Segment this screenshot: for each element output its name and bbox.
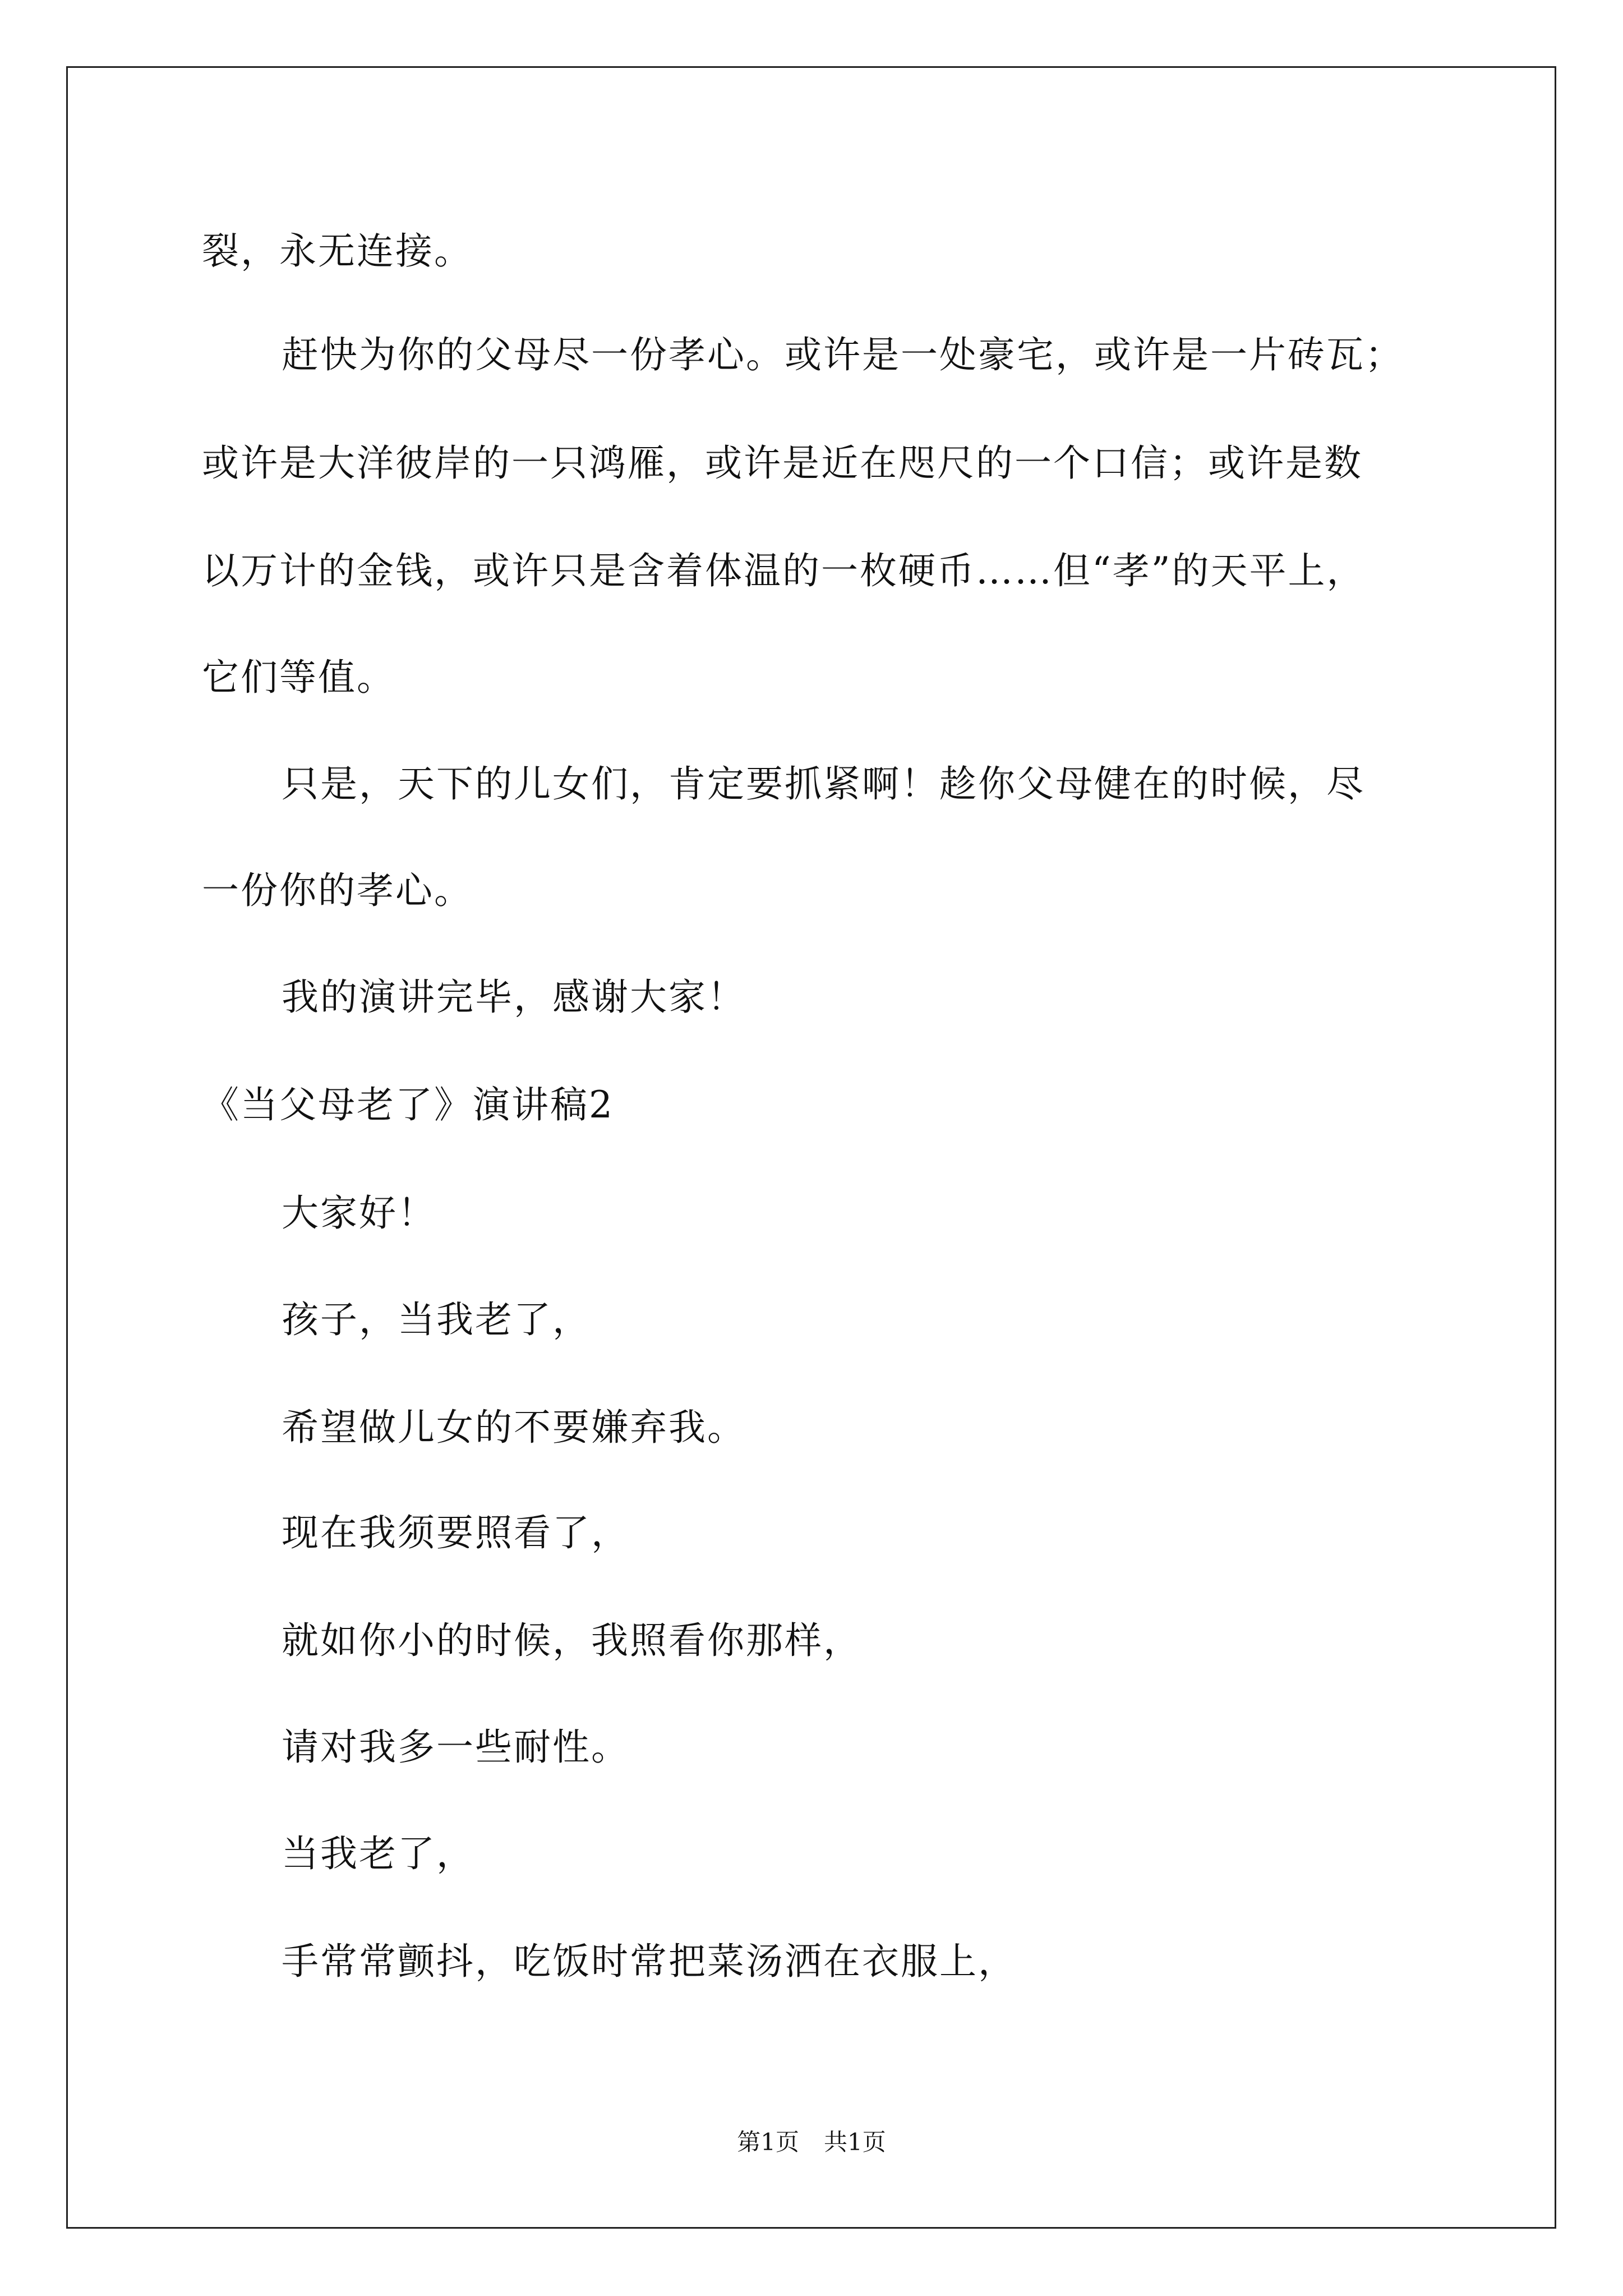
text-line: 现在我须要照看了， xyxy=(282,1511,630,1554)
text-line: 赶快为你的父母尽一份孝心。或许是一处豪宅，或许是一片砖瓦； xyxy=(282,333,1404,376)
text-line: 当我老了， xyxy=(282,1832,475,1875)
text-line: 请对我多一些耐性。 xyxy=(282,1726,630,1769)
text-line: 以万计的金钱，或许只是含着体温的一枚硬币……但“孝”的天平上， xyxy=(202,549,1366,592)
page-number: 第1页 xyxy=(737,2128,799,2156)
page-footer xyxy=(0,2128,1623,2156)
page-border xyxy=(66,66,1556,2229)
text-line: 或许是大洋彼岸的一只鸿雁，或许是近在咫尺的一个口信；或许是数 xyxy=(202,441,1363,485)
text-line: 裂，永无连接。 xyxy=(202,229,473,273)
text-line: 我的演讲完毕，感谢大家！ xyxy=(282,976,746,1019)
text-line: 手常常颤抖，吃饭时常把菜汤洒在衣服上， xyxy=(282,1940,1017,1983)
text-line: 只是，天下的儿女们，肯定要抓紧啊！趁你父母健在的时候，尽 xyxy=(282,762,1365,806)
section-heading: 《当父母老了》演讲稿2 xyxy=(202,1083,614,1126)
text-line: 孩子，当我老了， xyxy=(282,1298,591,1341)
text-line: 大家好！ xyxy=(282,1191,436,1235)
text-line: 希望做儿女的不要嫌弃我。 xyxy=(282,1406,746,1449)
text-line: 就如你小的时候，我照看你那样， xyxy=(282,1619,862,1662)
page-total: 共1页 xyxy=(824,2128,886,2156)
text-line: 它们等值。 xyxy=(202,656,395,699)
text-line: 一份你的孝心。 xyxy=(202,869,473,912)
